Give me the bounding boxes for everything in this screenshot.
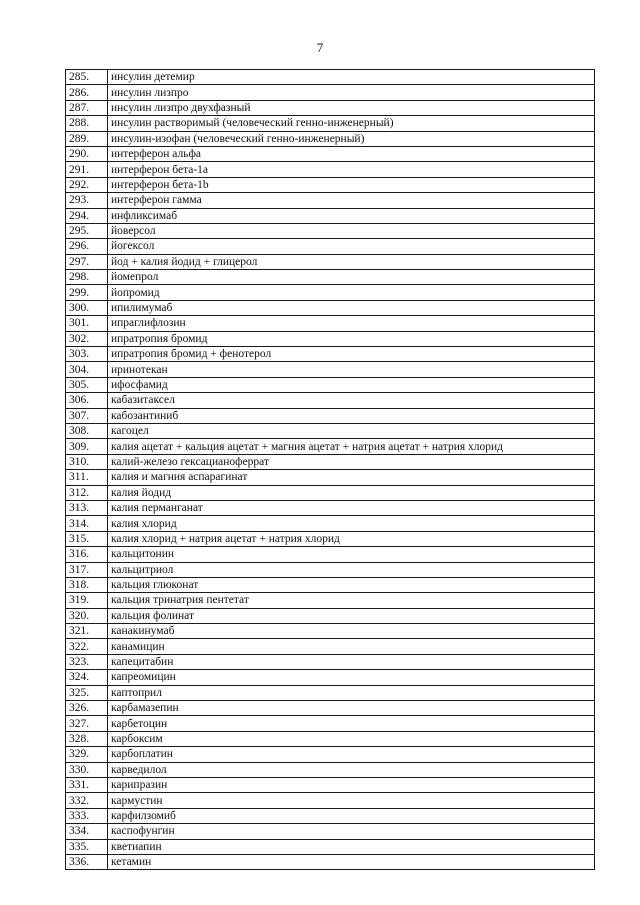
table-row xyxy=(66,716,595,731)
row-number: 336. xyxy=(66,854,108,869)
drug-name: калия йодид xyxy=(108,485,595,500)
table-row xyxy=(66,393,595,408)
row-number: 331. xyxy=(66,777,108,792)
drug-name: капреомицин xyxy=(108,670,595,685)
row-number: 289. xyxy=(66,131,108,146)
row-number: 316. xyxy=(66,547,108,562)
row-number: 300. xyxy=(66,300,108,315)
table-row xyxy=(66,747,595,762)
row-number: 327. xyxy=(66,716,108,731)
drug-name: кабозантиниб xyxy=(108,408,595,423)
drug-name: инсулин лизпро двухфазный xyxy=(108,100,595,115)
table-row xyxy=(66,85,595,100)
drug-name: йопромид xyxy=(108,285,595,300)
table-row xyxy=(66,777,595,792)
table-row xyxy=(66,439,595,454)
drug-name: инсулин растворимый (человеческий генно-инженерный) xyxy=(108,116,595,131)
drug-name: кагоцел xyxy=(108,423,595,438)
drug-name: карипразин xyxy=(108,777,595,792)
drug-name: йод + калия йодид + глицерол xyxy=(108,254,595,269)
drug-name: йоверсол xyxy=(108,223,595,238)
row-number: 323. xyxy=(66,654,108,669)
table-row xyxy=(66,624,595,639)
row-number: 333. xyxy=(66,808,108,823)
row-number: 322. xyxy=(66,639,108,654)
row-number: 294. xyxy=(66,208,108,223)
drug-name: каспофунгин xyxy=(108,824,595,839)
drug-name: ифосфамид xyxy=(108,377,595,392)
row-number: 328. xyxy=(66,731,108,746)
table-row xyxy=(66,654,595,669)
drug-name: калий-железо гексацианоферрат xyxy=(108,454,595,469)
drug-name: каптоприл xyxy=(108,685,595,700)
row-number: 285. xyxy=(66,70,108,85)
drug-name: канамицин xyxy=(108,639,595,654)
drug-name: интерферон бета-1a xyxy=(108,162,595,177)
table-row xyxy=(66,116,595,131)
drug-name: карбетоцин xyxy=(108,716,595,731)
table-row xyxy=(66,208,595,223)
row-number: 303. xyxy=(66,347,108,362)
drug-name: ипратропия бромид + фенотерол xyxy=(108,347,595,362)
table-row xyxy=(66,362,595,377)
table-row xyxy=(66,577,595,592)
drug-name: инсулин-изофан (человеческий генно-инженерный) xyxy=(108,131,595,146)
table-row xyxy=(66,408,595,423)
table-row xyxy=(66,562,595,577)
table-row xyxy=(66,177,595,192)
drug-name: карфилзомиб xyxy=(108,808,595,823)
row-number: 329. xyxy=(66,747,108,762)
drug-name: интерферон гамма xyxy=(108,193,595,208)
table-row xyxy=(66,347,595,362)
row-number: 290. xyxy=(66,146,108,161)
drug-name: иринотекан xyxy=(108,362,595,377)
table-row xyxy=(66,485,595,500)
drug-name: кальцитонин xyxy=(108,547,595,562)
drug-name: кармустин xyxy=(108,793,595,808)
row-number: 292. xyxy=(66,177,108,192)
row-number: 312. xyxy=(66,485,108,500)
table-row xyxy=(66,377,595,392)
drug-name: карведилол xyxy=(108,762,595,777)
row-number: 313. xyxy=(66,500,108,515)
table-row xyxy=(66,470,595,485)
row-number: 315. xyxy=(66,531,108,546)
drug-name: кветиапин xyxy=(108,839,595,854)
row-number: 332. xyxy=(66,793,108,808)
row-number: 308. xyxy=(66,423,108,438)
drug-name: инсулин лизпро xyxy=(108,85,595,100)
drug-list-table xyxy=(65,69,595,870)
table-row xyxy=(66,423,595,438)
row-number: 306. xyxy=(66,393,108,408)
table-row xyxy=(66,516,595,531)
row-number: 330. xyxy=(66,762,108,777)
table-row xyxy=(66,254,595,269)
drug-name: ипратропия бромид xyxy=(108,331,595,346)
drug-name: калия перманганат xyxy=(108,500,595,515)
row-number: 335. xyxy=(66,839,108,854)
table-row xyxy=(66,670,595,685)
row-number: 334. xyxy=(66,824,108,839)
drug-name: кальция тринатрия пентетат xyxy=(108,593,595,608)
drug-list-body xyxy=(66,70,595,870)
table-row xyxy=(66,162,595,177)
table-row xyxy=(66,839,595,854)
drug-name: интерферон альфа xyxy=(108,146,595,161)
drug-name: карбоплатин xyxy=(108,747,595,762)
table-row xyxy=(66,270,595,285)
table-row xyxy=(66,500,595,515)
table-row xyxy=(66,331,595,346)
drug-name: инфликсимаб xyxy=(108,208,595,223)
row-number: 326. xyxy=(66,701,108,716)
drug-name: ипраглифлозин xyxy=(108,316,595,331)
row-number: 301. xyxy=(66,316,108,331)
table-row xyxy=(66,593,595,608)
row-number: 296. xyxy=(66,239,108,254)
row-number: 295. xyxy=(66,223,108,238)
drug-name: карбоксим xyxy=(108,731,595,746)
drug-name: кальцитриол xyxy=(108,562,595,577)
row-number: 304. xyxy=(66,362,108,377)
drug-name: канакинумаб xyxy=(108,624,595,639)
row-number: 305. xyxy=(66,377,108,392)
row-number: 286. xyxy=(66,85,108,100)
row-number: 319. xyxy=(66,593,108,608)
table-row xyxy=(66,146,595,161)
drug-name: калия ацетат + кальция ацетат + магния ацетат + натрия ацетат + натрия хлорид xyxy=(108,439,595,454)
table-row xyxy=(66,531,595,546)
table-row xyxy=(66,193,595,208)
drug-name: калия хлорид + натрия ацетат + натрия хлорид xyxy=(108,531,595,546)
row-number: 311. xyxy=(66,470,108,485)
table-row xyxy=(66,70,595,85)
page-number: 7 xyxy=(316,40,324,55)
row-number: 293. xyxy=(66,193,108,208)
drug-name: калия хлорид xyxy=(108,516,595,531)
table-row xyxy=(66,762,595,777)
drug-name: капецитабин xyxy=(108,654,595,669)
drug-name: карбамазепин xyxy=(108,701,595,716)
row-number: 321. xyxy=(66,624,108,639)
table-row xyxy=(66,239,595,254)
table-row xyxy=(66,685,595,700)
row-number: 288. xyxy=(66,116,108,131)
table-row xyxy=(66,701,595,716)
table-row xyxy=(66,808,595,823)
drug-name: кальция глюконат xyxy=(108,577,595,592)
table-row xyxy=(66,100,595,115)
table-row xyxy=(66,285,595,300)
row-number: 324. xyxy=(66,670,108,685)
drug-name: кабазитаксел xyxy=(108,393,595,408)
row-number: 310. xyxy=(66,454,108,469)
table-row xyxy=(66,316,595,331)
table-row xyxy=(66,854,595,869)
row-number: 299. xyxy=(66,285,108,300)
table-row xyxy=(66,131,595,146)
table-row xyxy=(66,793,595,808)
drug-name: кальция фолинат xyxy=(108,608,595,623)
row-number: 309. xyxy=(66,439,108,454)
drug-name: интерферон бета-1b xyxy=(108,177,595,192)
table-row xyxy=(66,300,595,315)
drug-name: калия и магния аспарагинат xyxy=(108,470,595,485)
row-number: 307. xyxy=(66,408,108,423)
drug-name: инсулин детемир xyxy=(108,70,595,85)
table-row xyxy=(66,547,595,562)
row-number: 298. xyxy=(66,270,108,285)
drug-name: йогексол xyxy=(108,239,595,254)
row-number: 297. xyxy=(66,254,108,269)
drug-name: йомепрол xyxy=(108,270,595,285)
row-number: 291. xyxy=(66,162,108,177)
row-number: 317. xyxy=(66,562,108,577)
row-number: 325. xyxy=(66,685,108,700)
drug-name: ипилимумаб xyxy=(108,300,595,315)
table-row xyxy=(66,223,595,238)
drug-name: кетамин xyxy=(108,854,595,869)
table-row xyxy=(66,608,595,623)
row-number: 320. xyxy=(66,608,108,623)
table-row xyxy=(66,824,595,839)
table-row xyxy=(66,454,595,469)
row-number: 287. xyxy=(66,100,108,115)
table-row xyxy=(66,639,595,654)
table-row xyxy=(66,731,595,746)
row-number: 302. xyxy=(66,331,108,346)
row-number: 318. xyxy=(66,577,108,592)
row-number: 314. xyxy=(66,516,108,531)
